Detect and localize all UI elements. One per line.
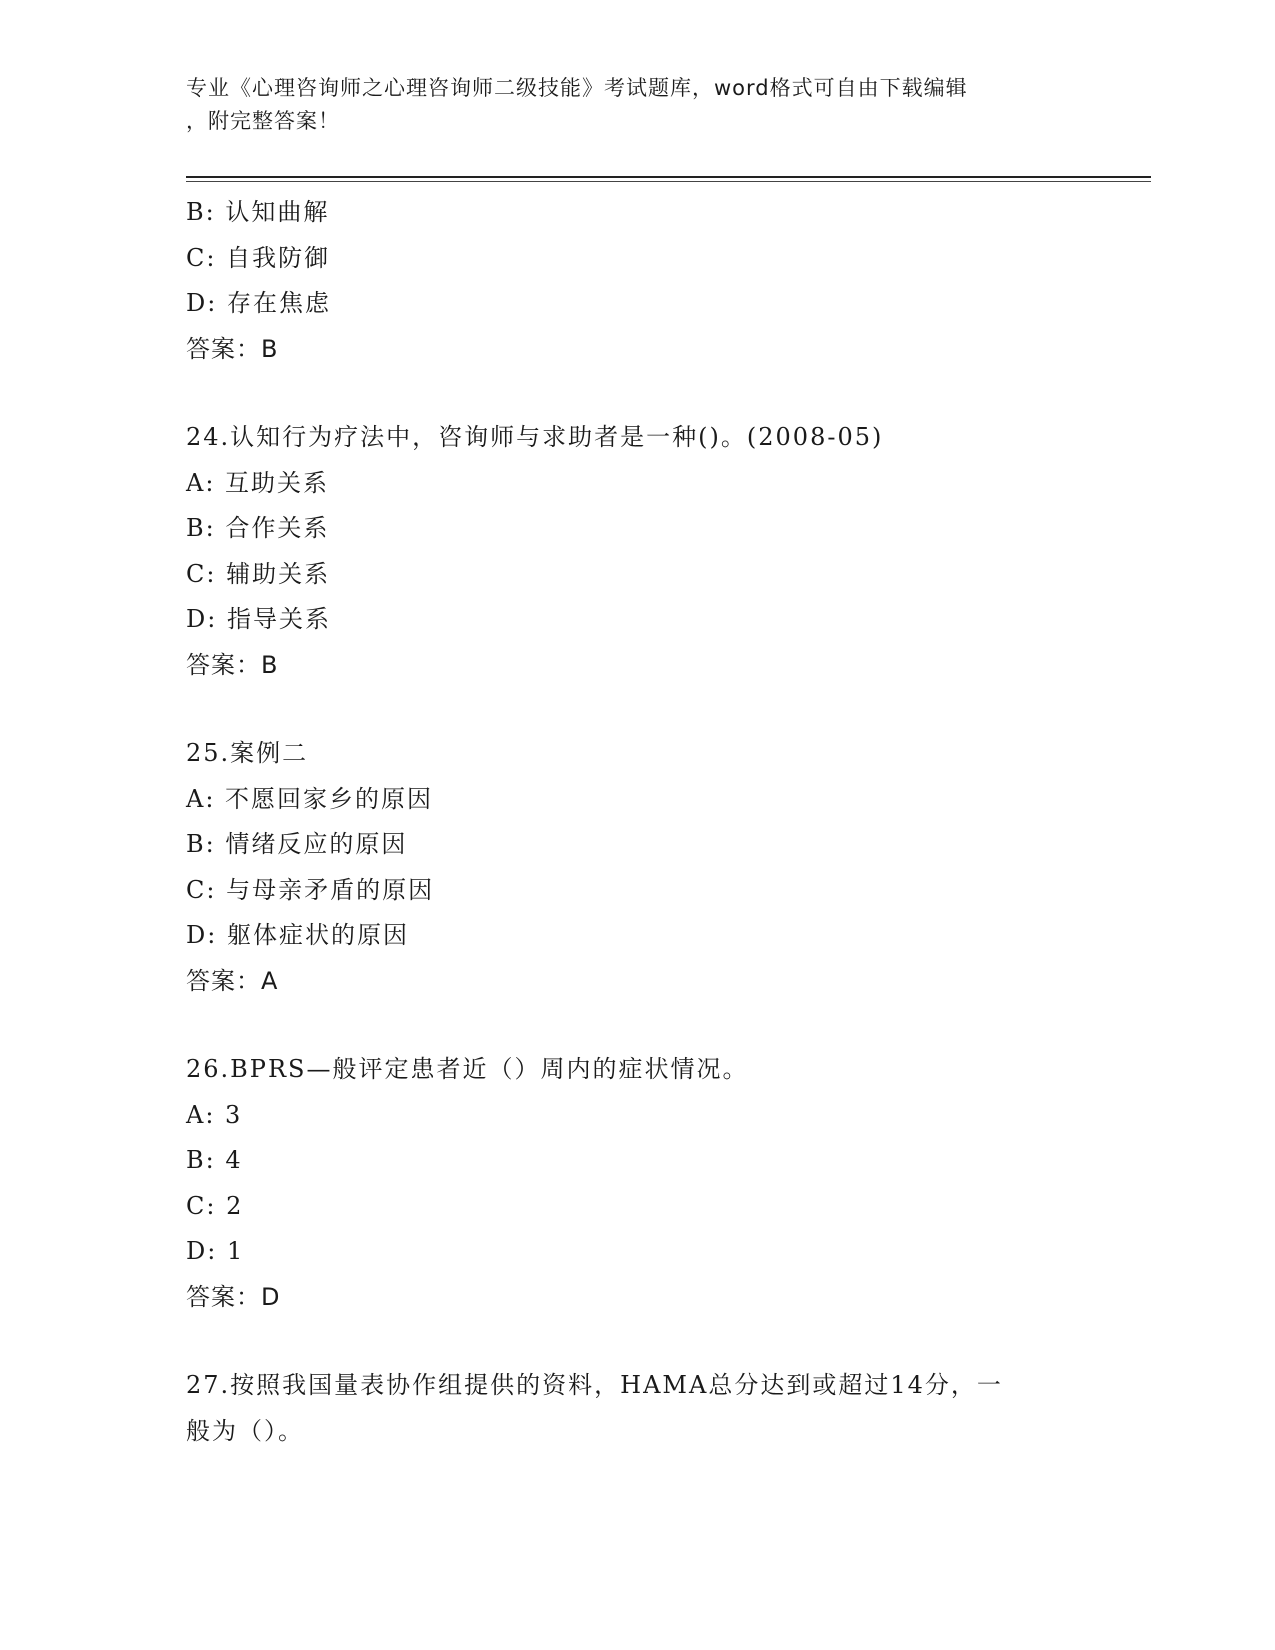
question-text-line2: 般为（）。 [186,1416,304,1445]
option-d: D: 躯体症状的原因 [186,921,409,949]
option-d: D: 存在焦虑 [186,289,331,317]
option-b: B: 4 [186,1146,243,1174]
question-block-24 [186,415,1086,688]
question-list [186,190,1086,1454]
question-block-25 [186,731,1086,1004]
answer-label: 答案：D [186,1282,281,1311]
spacer [186,372,1086,415]
option-c: C: 2 [186,1191,244,1220]
question-text: 24.认知行为疗法中，咨询师与求助者是一种()。(2008-05) [186,423,884,451]
answer-label: 答案：B [186,650,279,679]
option-b: B: 合作关系 [186,514,330,542]
option-a: A: 互助关系 [186,468,330,497]
answer-label: 答案：A [186,966,279,995]
option-a: A: 3 [186,1100,243,1129]
question-text: 25.案例二 [186,739,309,767]
option-c: C: 自我防御 [186,243,331,272]
option-b: B: 情绪反应的原因 [186,830,408,858]
spacer [186,1320,1086,1363]
header-title-line1: 专业《心理咨询师之心理咨询师二级技能》考试题库，word格式可自由下载编辑 [186,76,968,100]
header-divider-thin [186,181,1151,182]
header-divider-thick [186,176,1151,178]
question-text: 26.BPRS—般评定患者近（）周内的症状情况。 [186,1055,749,1083]
question-text-line1: 27.按照我国量表协作组提供的资料，HAMA总分达到或超过14分，一 [186,1371,1003,1399]
option-a: A: 不愿回家乡的原因 [186,784,434,813]
question-block-26 [186,1047,1086,1320]
spacer [186,688,1086,731]
question-block-23 [186,190,1086,372]
header-title-line2: ，附完整答案！ [186,109,340,133]
spacer [186,1004,1086,1047]
option-b: B: 认知曲解 [186,198,330,226]
question-block-27 [186,1363,1086,1454]
answer-label: 答案：B [186,334,279,363]
document-header [186,72,1066,138]
option-d: D: 指导关系 [186,605,331,633]
option-c: C: 辅助关系 [186,559,331,588]
option-c: C: 与母亲矛盾的原因 [186,875,435,904]
option-d: D: 1 [186,1237,245,1265]
